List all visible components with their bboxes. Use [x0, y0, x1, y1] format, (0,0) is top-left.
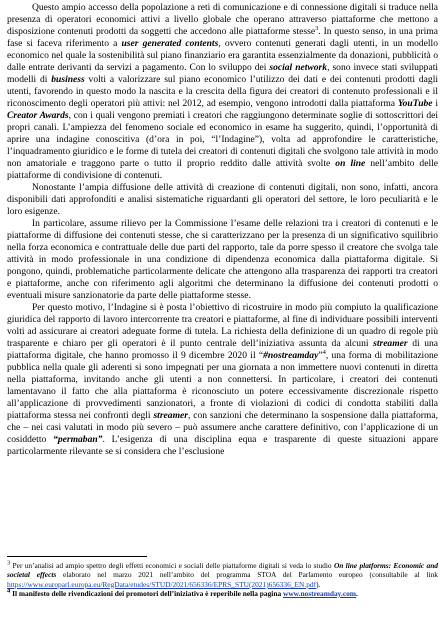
p4-text-1: Per questo motivo, l’Indagine si è posta l’obiettivo di ricostruire in modo più compiuto la qualificazione giuridica del rapporto di lavoro intercorrente tra creatori e piattaforme, al fine di individuare possibili interventi volti ad assicurare ai creatori adeguate forme di tutela. La richiesta della definizione di un quadro di regole più trasparente e chiaro per gli operatori è il punto centrale dell’iniziativa assunta da alcuni — [7, 302, 438, 349]
footnote-3 — [7, 561, 438, 589]
p1-text-4: , sono invece stati sviluppati modelli di — [7, 62, 438, 85]
term-on-line: on line — [335, 158, 366, 169]
term-streamer-2: streamer — [153, 410, 188, 421]
p1-text-7: , con i quali vengono premiati i creatori che raggiungono determinate soglie di sottoscrittori dei propri canali. L’ampiezza del fenomeno sociale ed economico in esame ha suggerito, quindi, l’opportunità di aprire una indagine conoscitiva (d’ora in poi, “l’Indagine”), volta ad approfondire le caratteristiche, l’inquadramento giuridico e le forme di tutela dei creatori di contenuti digitali che svolgono tale attività in modo non amatoriale e traggono parte o tutto il proprio reddito dalle attività svolte — [7, 110, 438, 169]
p4-text-3: ” — [318, 350, 323, 361]
footnote-3-text-d: ). — [316, 579, 321, 589]
footnote-4-text-d: . — [355, 588, 358, 598]
p4-text-6: . L’esigenza di una disciplina equa e trasparente di queste situazioni appare particolarmente rilevante se si considera che l’esclusione — [7, 434, 438, 457]
paragraph-4 — [7, 302, 438, 458]
footnote-divider — [7, 556, 147, 557]
footnote-3-link[interactable]: https://www.europarl.europa.eu/RegData/etudes/STUD/2021/656336/EPRS_STU(2021)656336_EN.pdf — [7, 579, 317, 589]
p4-text-2: di una piattaforma digitale, che hanno promosso il 9 dicembre 2020 il “ — [7, 338, 439, 361]
term-social-network: social network — [269, 62, 328, 73]
term-nostreamday: #nostreamday — [263, 350, 319, 361]
p1-text-6: i — [432, 98, 438, 109]
p1-text-5: volti a valorizzare sul piano economico l’utilizzo dei dati e dei contenuti prodotti dagli utenti, favorendo in questo modo la nascita e la crescita della figura dei creatori di contenuto professionali e il riconoscimento degli operatori più attivi: nel 2012, ad esempio, vengono introdotti dalla piattaforma — [7, 74, 438, 109]
footnote-ref-3[interactable]: 3 — [315, 24, 319, 32]
p4-text-5: , con sanzioni che determinano la sospensione dalla piattaforma, che – nei casi valutati in modo più severo – può assumere anche carattere definitivo, con l’applicazione di un cosiddetto — [7, 410, 438, 445]
p1-text-2: . In questo senso, in una prima fase si faceva riferimento a — [7, 26, 438, 49]
footnote-4-text-a: Il manifesto delle rivendicazioni dei promotori dell’iniziativa è reperibile nella pagina — [10, 588, 283, 598]
footnote-3-study-title: On line platforms: Economic and societal effects — [7, 561, 438, 580]
term-youtube: YouTube — [397, 98, 433, 109]
footnote-4 — [7, 589, 438, 598]
p4-text-4: , una forma di mobilitazione pubblica nella quale gli aderenti si sono impegnati per una giornata a non immettere nuovi contenuti in diretta nella piattaforma, invitando anche gli utenti a non connettersi. In particolare, i creatori dei contenuti lamentavano il fatto che alla piattaforma è riconosciuto un potere eccessivamente discrezionale rispetto all’applicazione di provvedimenti sanzionatori, a fronte di violazioni di codici di condotta stabiliti dalla piattaforma stessa nei confronti degli — [7, 350, 438, 421]
p1-text-3: , ovvero contenuti generati dagli utenti, in un modello economico nel quale la sostenibilità sul piano finanziario era garantita essenzialmente da donazioni, pubblicità o dalle entrate derivanti da servizi a pagamento. Con lo sviluppo dei — [7, 38, 438, 73]
paragraph-2: Nonostante l’ampia diffusione delle attività di creazione di contenuti digitali, non sono, infatti, ancora disponibili dati approfonditi e analisi sistematiche riguardanti gli operatori del settore, le loro peculiarità e le loro esigenze. — [7, 182, 438, 217]
footnotes — [7, 556, 438, 598]
footnote-3-text-a: Per un’analisi ad ampio spettro degli effetti economici e sociali delle piattaforme digitali si veda lo studio — [10, 561, 334, 570]
p1-text-1: Questo ampio accesso della popolazione a reti di comunicazione e di connessione digitali si traduce nella presenza di operatori economici attivi a livello globale che operano attraverso piattaforme che mettono a disposizione contenuti prodotti da soggetti che accedono alle piattaforme stesse — [7, 2, 438, 37]
term-permaban: “permaban” — [53, 434, 103, 445]
footnote-3-mark: 3 — [7, 559, 11, 567]
footnote-4-link[interactable]: www.nostreamday.com — [283, 588, 356, 598]
footnote-4-mark: 4 — [7, 587, 11, 595]
document-body — [7, 2, 438, 458]
p1-text-8: nell’ambito delle piattaforme di condivisione di contenuti. — [7, 158, 438, 181]
term-user-generated-contents: user generated contents — [121, 38, 219, 49]
paragraph-1 — [7, 2, 438, 182]
term-creator-awards: Creator Awards — [7, 110, 69, 121]
footnote-3-text-c: elaborato nel marzo 2021 nell’ambito del programma STOA del Parlamento europeo (consultabile al link — [56, 570, 438, 580]
footnote-ref-4[interactable]: 4 — [322, 348, 326, 356]
paragraph-3: In particolare, assume rilievo per la Commissione l’esame delle relazioni tra i creatori di contenuti e le piattaforme di diffusione dei contenuti stesse, che si caratterizzano per la presenza di un significativo squilibrio nella forza economica e contrattuale delle due parti del rapporto, tale da porre spesso il creatore che svolga tale attività in modo professionale in una condizione di dipendenza economica dalla piattaforma digitale. Si pongono, quindi, problematiche particolarmente delicate che attengono alla trasparenza dei rapporti tra creatori e piattaforme, anche con riferimento agli algoritmi che determinano la diffusione dei contenuti prodotti o eventuali misure sanzionatorie da parte delle piattaforme stesse. — [7, 218, 438, 301]
term-business: business — [51, 74, 85, 85]
term-streamer: streamer — [373, 338, 408, 349]
